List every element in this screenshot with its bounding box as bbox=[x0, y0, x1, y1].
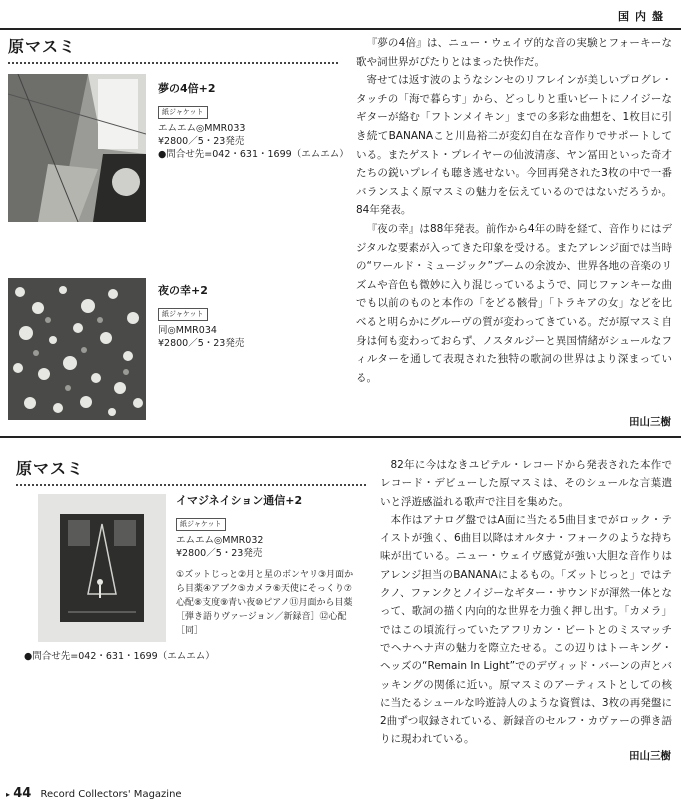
page-number: 44 bbox=[13, 786, 32, 801]
release-label: 同◎MMR034 bbox=[158, 325, 217, 336]
section-divider bbox=[0, 436, 681, 438]
bottom-review bbox=[380, 456, 672, 749]
release-contact: ●問合せ先=042・631・1699（エムエム） bbox=[24, 651, 215, 662]
release-info-2 bbox=[158, 282, 348, 350]
review-paragraph: 『夜の幸』は88年発表。前作から4年の時を経て、音作りにはデジタルな要素が入ってきた印象を受ける。またアレンジ面では当時の“ワールド・ミュージック”ブームの余波か、世界各地の音楽のリズムや音色も微妙に入り混じっているようで、同じファンキーな曲でも以前のものと本作の「をどる骸骨」「トラキアの女」などを比べると明らかにグルーヴの質が変わってきている。だが原マスミ自身は何も変わっておらず、ノスタルジーと異国情緒がシュールなフィルターを通して表現された独特の歌詞の世界はより深まっている。 bbox=[356, 222, 672, 384]
section-tag: 国内盤 bbox=[618, 10, 669, 23]
top-rule bbox=[0, 28, 681, 30]
review-paragraph: 本作はアナログ盤ではA面に当たる5曲目までがロック・テイストが強く、6曲目以降はオルタナ・フォークのような持ち味が出ている。ニュー・ウェイヴ感覚が強い大胆な音作りはアレンジ担当のBANANAによるもの。「ズットじっと」ではテクノ、ファンクとノイジーなギター・サウンドが渾然一体となって、歌詞の描く内向的な世界を力強く押し出す。「カメラ」ではこの頃流行っていたアフリカン・ビートとのミスマッチでヘナヘナ声の魅力を際立たせる。この辺りはトーキング・ヘッズの“Remain In Light”でのデヴィッド・バーンの声とバッキングの関係に近い。原マスミのアーティストとしての核に当たるシュールな吟遊詩人のような資質は、3枚の再発盤に2曲ずつ収録されている、新録音のセルフ・カヴァーの弾き語りに現われている。 bbox=[380, 513, 672, 746]
release-title: 夢の4倍+2 bbox=[158, 82, 216, 95]
review-paragraph: 寄せては返す波のようなシンセのリフレインが美しいプログレ・タッチの「海で暮らす」から、どっしりと重いビートにノイジーなギターが絡む「フトンメイキン」までの多彩な曲想を、1枚目に引き続てBANANAこと川島裕二が変幻自在な音作りでサポートしている。またゲスト・プレイヤーの仙波清彦、ヤン冨田といった奇才たちの鋭いプレイも聴き逃せない。今回再発された3枚の中で一番バランスよく原マスミの魅力を伝えているのではないだろうか。84年発表。 bbox=[356, 74, 672, 217]
album-cover-yume-no-4bai bbox=[8, 74, 146, 222]
release-info-3 bbox=[176, 492, 354, 638]
review-paragraph: 82年に今はなきユピテル・レコードから発表された本作でレコード・デビューした原マスミは、そのシュールな言葉遣いと浮遊感溢れる歌声で注目を集めた。 bbox=[380, 459, 672, 508]
review-author: 田山三樹 bbox=[629, 750, 671, 762]
dotted-divider bbox=[16, 484, 366, 486]
review-paragraph: 『夢の4倍』は、ニュー・ウェイヴ的な音の実験とフォーキーな歌や詞世界がぴたりとはまった快作だ。 bbox=[356, 37, 672, 68]
top-review bbox=[356, 34, 672, 387]
release-label: エムエム◎MMR032 bbox=[176, 535, 264, 546]
page-marker-icon: ▸ bbox=[6, 790, 11, 799]
release-price: ¥2800／5・23発売 bbox=[158, 338, 245, 349]
page-footer bbox=[6, 786, 182, 801]
release-contact: ●問合せ先=042・631・1699（エムエム） bbox=[158, 149, 349, 160]
paper-sleeve-badge: 紙ジャケット bbox=[176, 518, 226, 531]
release-price: ¥2800／5・23発売 bbox=[176, 548, 263, 559]
paper-sleeve-badge: 紙ジャケット bbox=[158, 106, 208, 119]
album-cover-yoru-no-sachi bbox=[8, 278, 146, 420]
album-cover-imagination-tsushin bbox=[38, 494, 166, 642]
dotted-divider bbox=[8, 62, 338, 64]
release-label: エムエム◎MMR033 bbox=[158, 123, 246, 134]
magazine-name: Record Collectors' Magazine bbox=[40, 789, 182, 800]
release-info-1 bbox=[158, 80, 348, 161]
release-title: イマジネイション通信+2 bbox=[176, 494, 303, 507]
track-list: ①ズットじっと②月と星のボンヤリ③月面から目薬④アブク⑤カメラ⑥天使にそっくり⑦心配⑧支度⑨青い夜⑩ピアノ⑪月面から目薬［弾き語りヴァージョン／新録音］⑫心配［同］ bbox=[176, 570, 354, 636]
review-author: 田山三樹 bbox=[629, 416, 671, 428]
paper-sleeve-badge: 紙ジャケット bbox=[158, 308, 208, 321]
artist-heading: 原マスミ bbox=[8, 37, 77, 56]
release-title: 夜の幸+2 bbox=[158, 284, 208, 297]
release-price: ¥2800／5・23発売 bbox=[158, 136, 245, 147]
artist-heading: 原マスミ bbox=[16, 459, 85, 478]
